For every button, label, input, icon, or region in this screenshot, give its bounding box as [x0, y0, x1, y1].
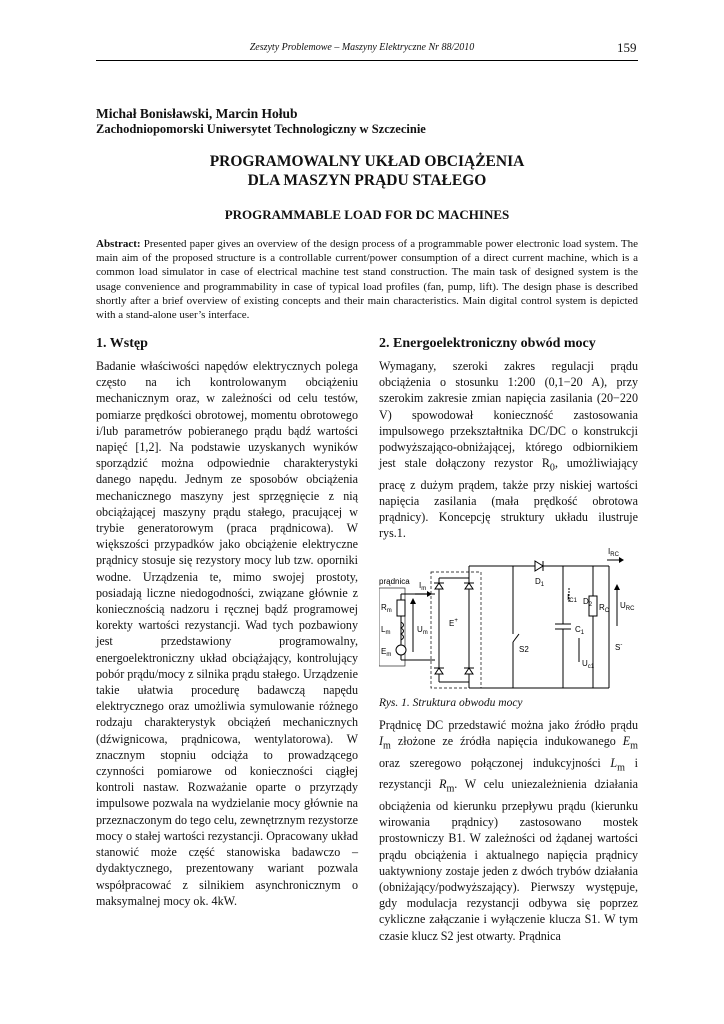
label-irc-sub: RC	[610, 552, 619, 558]
authors: Michał Bonisławski, Marcin Hołub	[96, 106, 298, 121]
label-um-sub: m	[422, 630, 428, 636]
label-d1-sub: 1	[540, 582, 545, 588]
title-line-2: DLA MASZYN PRĄDU STAŁEGO	[247, 172, 487, 189]
svg-text:URC	[620, 601, 635, 612]
section-2-text-a	[379, 358, 638, 542]
page-number: 159	[617, 40, 637, 55]
label-em-sub: m	[386, 652, 392, 658]
var-lm-sub: m	[617, 762, 625, 774]
label-irc: I	[608, 547, 611, 556]
label-lm-sub: m	[385, 630, 391, 636]
text-b3: oraz szeregowo połączonej indukcyjności	[379, 755, 611, 770]
resistor-rm	[397, 600, 405, 616]
text-a-sub: 0	[549, 462, 555, 474]
svg-text:E+	[449, 618, 458, 628]
diode-d1	[535, 561, 543, 571]
var-rm-sub: m	[446, 783, 455, 795]
label-im: I	[419, 581, 422, 590]
section-1-text: Badanie właściwości napędów elektrycznych polega często na ich kontrolowanym obciążeniu mechanicznym oraz, w zależności od celu testów, pomiarze prędkości obrotowej, momentu obrotowego i/lub parametrów pobieranego prądu bądź wartości napięć [1,2]. Na podstawie uzyskanych wyników sporządzić można odpowiednie charakterystyki danego napędu. Jednym ze sposobów obciążenia mechanicznego maszyny jest sprzęgnięcie z nią obciążającej maszyny prądu stałego, pracującej w trybie generatorowym (praca prądnicowa). W większości przypadków jako obciążenie elektryczne prądnicy stosuje się rezystory mocy lub tzw. oporniki wodne. Urządzenia te, mimo swojej prostoty, posiadają liczne niedogodności, związane głównie z koniecznością nadzoru i ręcznej bądź programowej korekty wartości rezystancji. Wad tych pozbawiony jest przedstawiony programowalny, energoelektroniczny układ obciążający, kontrolujący pobór prądu/mocy z silnika prądu stałego. Urządzenie takie ułatwia procedurę badawczą napędu elektrycznego oraz umożliwia symulowanie różnego rodzaju charakterystyk obciążeń mechanicznych (dźwignicowa, prądnicowa, wentylatorowa). W znacznym stopniu odciąża to prowadzącego czynności pomiarowe od konieczności ciągłej kontroli nastaw. Rozważanie oparte o przyrządy impulsowe pozwala na wydzielanie mocy głównie na przeznaczonym do tego celu, zewnętrznym rezystorze mocy o stałej wartości rezystancji. Opracowany układ stanowić może część stanowiska badawczo – dydaktycznego, prezentowany wariant pozwala współpracować z silnikiem asynchronicznym o maksymalnej mocy ok. 4kW.	[96, 359, 358, 908]
label-c1-sub: 1	[580, 630, 585, 636]
svg-text:Lm	[381, 625, 390, 636]
label-rc-sub: C	[604, 608, 610, 614]
figure-caption: Rys. 1. Struktura obwodu mocy	[379, 697, 523, 709]
var-em: E	[622, 734, 631, 749]
svg-text:Em	[381, 647, 391, 658]
label-d2: D	[583, 597, 589, 606]
label-d1: D	[535, 577, 541, 586]
paper-title-pl	[96, 152, 638, 190]
abstract-label: Abstract:	[96, 238, 141, 250]
label-um: U	[417, 625, 423, 634]
label-s-sup: -	[620, 642, 623, 648]
label-urc: U	[620, 601, 626, 610]
text-b2: złożone ze źródła napięcia indukowanego	[390, 734, 623, 749]
label-s: S	[615, 643, 621, 652]
label-e-sup: +	[454, 618, 458, 624]
label-em: E	[381, 647, 387, 656]
label-rm-sub: m	[386, 608, 392, 614]
label-ic1: I	[567, 593, 570, 602]
label-d2-sub: 2	[588, 602, 593, 608]
svg-text:Um	[417, 625, 428, 636]
label-s2: S2	[519, 645, 529, 654]
var-lm: L	[610, 755, 618, 770]
label-lm: L	[381, 625, 386, 634]
svg-text:IRC	[608, 547, 620, 558]
var-em-sub: m	[630, 740, 638, 752]
text-b5: . W celu uniezależnienia działania obciążenia od kierunku przepływu prądu (kierunku wirowania prądnicy) zastosowano mostek prostowniczy B1. W zależności od żądanej wartości prądu obciążenia i aktualnego napięcia prądnicy uaktywniony zostaje jeden z dwóch trybów działania (obniżający/podwyższający). Pierwszy występuje, gdy modulacja rezystancji odbywa się poprzez cykliczne załączanie i wyłączenie klucza S1. W tym czasie klucz S2 jest otwarty. Prądnica	[379, 777, 638, 943]
label-uc1-sub: c1	[587, 664, 595, 670]
label-rm: R	[381, 603, 387, 612]
section-2-text-b	[379, 717, 638, 944]
svg-text:Rm	[381, 603, 392, 614]
svg-text:RC	[599, 603, 610, 614]
svg-text:IC1	[567, 593, 578, 604]
abstract-text: Presented paper gives an overview of the design process of a programmable power electronic load system. The main aim of the proposed structure is a controllable current/power consumption of a direct current machine, which is a common load simulator in case of electrical machine test stand construction. The main task of designed system is the usage convenience and programmability in case of typical load profiles (fan, pump, lift). The design phase is described shortly after a brief overview of existing concepts and their main characteristics. Main digital control system is depicted with a stand-alone user’s interface.	[96, 238, 639, 322]
header-rule	[96, 60, 638, 61]
label-im-sub: m	[421, 586, 427, 592]
label-ic1-sub: C1	[569, 598, 577, 604]
label-uc1: U	[582, 659, 588, 668]
paper-title-en: PROGRAMMABLE LOAD FOR DC MACHINES	[224, 207, 510, 222]
svg-text:D1	[535, 577, 545, 588]
circuit-diagram	[379, 542, 638, 692]
var-rm: R	[439, 777, 447, 792]
journal-header: Zeszyty Problemowe – Maszyny Elektryczne Nr 88/2010	[249, 42, 475, 53]
label-pradnica: prądnica	[379, 577, 410, 586]
svg-text:Im	[419, 581, 426, 592]
title-line-1: PROGRAMOWALNY UKŁAD OBCIĄŻENIA	[209, 153, 525, 170]
label-rc: R	[599, 603, 605, 612]
section-2-heading: 2. Energoelektroniczny obwód mocy	[379, 336, 596, 351]
var-im-sub: m	[383, 740, 391, 752]
svg-text:S-	[615, 642, 622, 652]
text-a: Wymagany, szeroki zakres regulacji prądu obciążenia o stosunku 1:200 (0,1−20 A), przy szerokim zakresie zmian napięcia zasilania (20−220 V) spowodował konieczność zastosowania impulsowego przekształtnika DC/DC o konstrukcji podwyższająco-obniżającej, którego odbiornikiem jest stale dołączony rezystor R	[379, 359, 638, 471]
source-em	[396, 645, 406, 655]
abstract	[96, 237, 638, 322]
column-left	[96, 336, 358, 909]
column-right-top	[379, 336, 638, 542]
label-e: E	[449, 619, 455, 628]
label-c1: C	[575, 625, 581, 634]
column-right-bottom	[379, 717, 638, 944]
section-1-heading: 1. Wstęp	[96, 336, 148, 351]
text-a-end: , umożliwiający pracę z dużym prądem, także przy niskiej wartości napięcia zasilania (mała prędkość obrotowa prądnicy). Koncepcję struktury układu ilustruje rys.1.	[379, 456, 638, 541]
text-b4: i rezystancji	[379, 755, 638, 792]
text-b1: Prądnicę DC przedstawić można jako źródło prądu	[379, 718, 638, 732]
label-urc-sub: RC	[625, 606, 635, 612]
affiliation: Zachodniopomorski Uniwersytet Technologiczny w Szczecinie	[96, 122, 426, 136]
var-im: I	[379, 734, 384, 749]
svg-text:C1	[575, 625, 585, 636]
